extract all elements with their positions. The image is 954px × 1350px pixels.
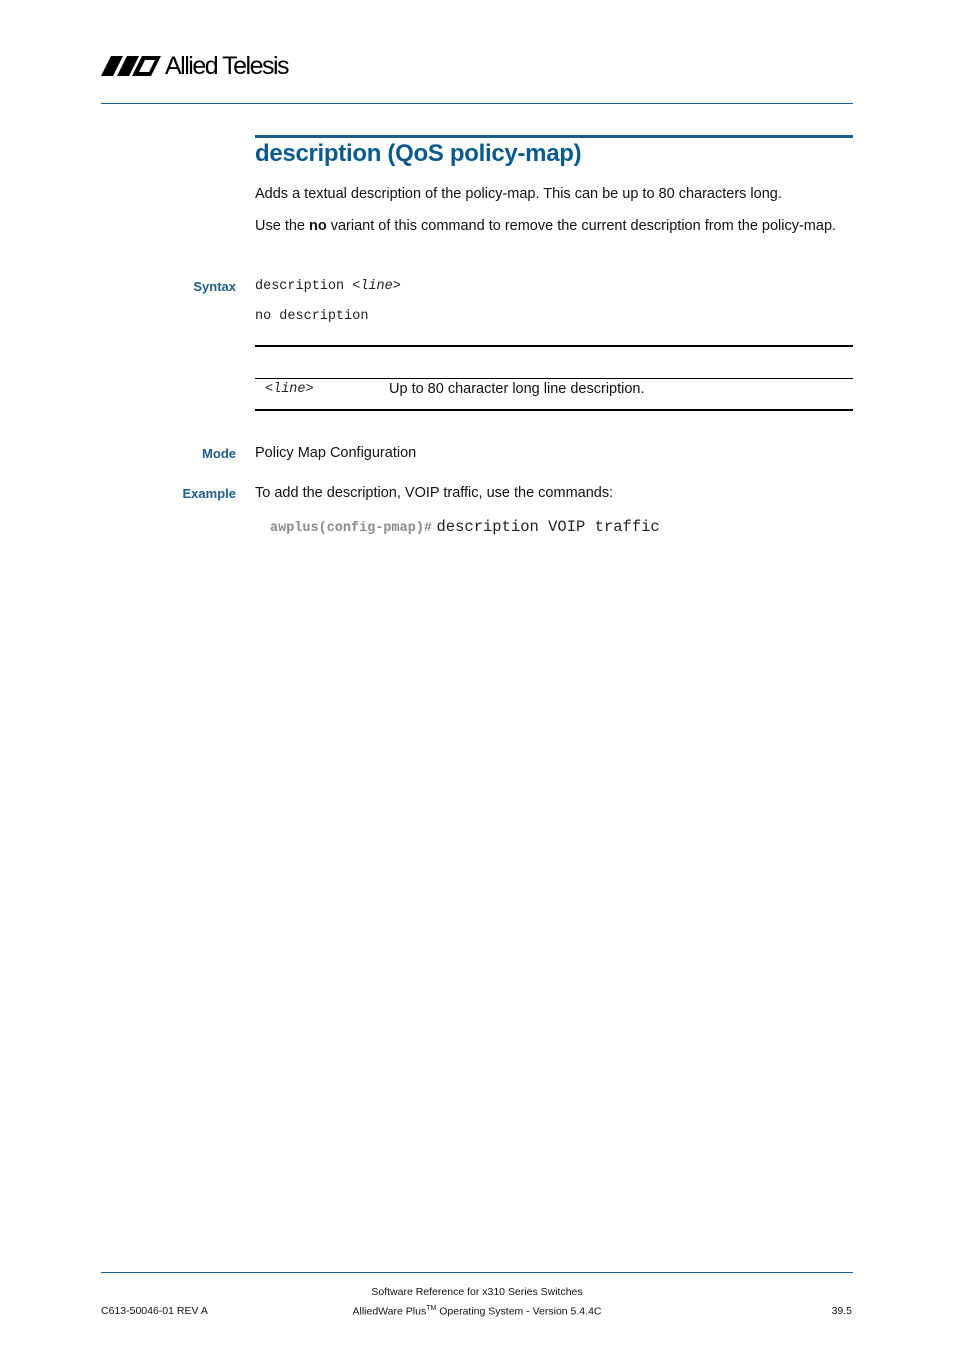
- footer-product: AlliedWare Plus: [352, 1305, 427, 1318]
- page-title: description (QoS policy-map): [255, 140, 582, 167]
- allied-telesis-logo-mark-icon: [101, 56, 163, 76]
- example-intro: To add the description, VOIP traffic, use the commands:: [255, 485, 614, 501]
- intro-paragraph: Adds a textual description of the policy-map. This can be up to 80 characters long.: [255, 186, 782, 202]
- title-rule: [255, 135, 853, 138]
- syntax-line-1: [255, 279, 401, 294]
- no-variant-paragraph: [255, 216, 845, 236]
- cli-prompt: awplus(config-pmap)#: [270, 521, 433, 536]
- no-keyword: no: [309, 218, 327, 234]
- mode-label: Mode: [202, 446, 236, 461]
- syntax-command: description: [255, 279, 353, 294]
- syntax-label: Syntax: [193, 279, 236, 294]
- table-row-param: [265, 382, 314, 397]
- table-header-rule: [255, 378, 853, 379]
- footer-page-number: 39.5: [831, 1305, 852, 1317]
- footer-title: Software Reference for x310 Series Switches: [371, 1286, 583, 1298]
- syntax-line-2: no description: [255, 309, 369, 324]
- no-variant-prefix: Use the: [255, 218, 309, 234]
- logo-text: Allied Telesis: [165, 52, 289, 80]
- footer-version: Operating System - Version 5.4.4C: [436, 1305, 602, 1318]
- no-variant-suffix: variant of this command to remove the current description from the policy-map.: [326, 218, 837, 234]
- footer-trademark: TM: [426, 1305, 437, 1312]
- param-name: <line>: [265, 382, 314, 397]
- table-row-description: Up to 80 character long line description.: [389, 381, 645, 397]
- example-label: Example: [182, 486, 236, 501]
- table-bottom-rule: [255, 409, 853, 411]
- header-divider: [101, 103, 853, 104]
- footer-doc-id: C613-50046-01 REV A: [101, 1305, 208, 1317]
- table-top-rule: [255, 345, 853, 347]
- syntax-param: <line>: [352, 279, 401, 294]
- example-command-line: [270, 518, 660, 536]
- footer-divider: [101, 1272, 853, 1273]
- mode-value: Policy Map Configuration: [255, 445, 417, 461]
- allied-telesis-logo: [101, 52, 301, 80]
- cli-command: description VOIP traffic: [436, 518, 660, 536]
